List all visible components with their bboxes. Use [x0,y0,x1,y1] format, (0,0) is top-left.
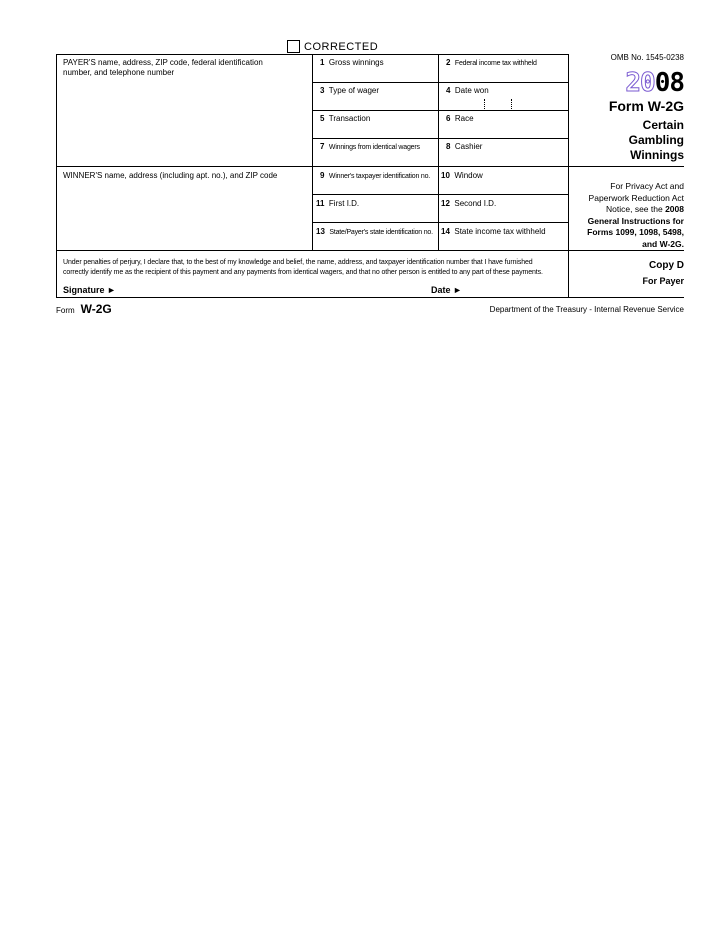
box-3-label: 3 Type of wager [320,86,380,95]
winner-tin-field[interactable] [313,180,437,193]
transaction-field[interactable] [313,124,437,137]
footer-form-id: Form W-2G [56,302,112,316]
privacy-notice: For Privacy Act and Paperwork Reduction Act Notice, see the 2008 General Instructions for Forms 1099, 1098, 5498, and W-2G. [587,181,684,249]
box-12-label: 12 Second I.D. [441,199,497,208]
box-5-label: 5 Transaction [320,114,371,123]
rule-row4 [56,166,684,167]
corrected-checkbox[interactable] [287,40,300,53]
race-field[interactable] [439,124,567,137]
winner-label: WINNER'S name, address (including apt. no.), and ZIP code [63,171,278,180]
perjury-statement: Under penalties of perjury, I declare that, to the best of my knowledge and belief, the name, address, and taxpayer identification number that I have furnished correctly identify me as the recipient of this payment and any payments from identical wagers, and that no other person is entitled to any part of these payments. [63,259,543,276]
state-id-field[interactable] [313,236,437,249]
box-7-label: 7 Winnings from identical wagers [320,142,420,151]
box-8-label: 8 Cashier [446,142,483,151]
box-10-label: 10 Window [441,171,483,180]
second-id-field[interactable] [439,208,567,221]
payer-label-1: PAYER'S name, address, ZIP code, federal identification [63,58,263,67]
omb-number: OMB No. 1545-0238 [610,53,684,62]
rule-row3 [312,138,568,139]
rule-row2 [312,110,568,111]
box-14-label: 14 State income tax withheld [441,227,546,236]
type-of-wager-field[interactable] [313,96,437,109]
first-id-field[interactable] [313,208,437,221]
rule-row5 [312,194,568,195]
rule-row7 [56,250,684,251]
rule-row1 [312,82,568,83]
federal-tax-withheld-field[interactable] [439,68,567,81]
form-name: Form W-2G [608,98,684,114]
box-4-label: 4 Date won [446,86,489,95]
form-title: Certain Gambling Winnings [628,118,684,162]
copy-label: Copy D [649,260,684,271]
payer-label-2: number, and telephone number [63,68,175,77]
rule-bottom [56,297,684,298]
date-won-field[interactable] [439,96,567,109]
signature-label: Signature ► [63,285,116,295]
signature-date-field[interactable] [470,283,566,296]
winner-field[interactable] [57,182,311,249]
box-1-label: 1 Gross winnings [320,58,384,67]
tax-year: 2008 [625,68,684,98]
rule-row6 [312,222,568,223]
date-label: Date ► [431,285,462,295]
corrected-label: CORRECTED [304,41,379,53]
box-9-label: 9 Winner's taxpayer identification no. [320,171,431,180]
state-tax-withheld-field[interactable] [439,236,567,249]
box-11-label: 11 First I.D. [316,199,360,208]
identical-wagers-field[interactable] [313,152,437,165]
box-6-label: 6 Race [446,114,474,123]
box-2-label: 2 Federal income tax withheld [446,58,537,67]
payer-field[interactable] [57,80,311,165]
department-label: Department of the Treasury - Internal Revenue Service [489,305,684,314]
gross-winnings-field[interactable] [313,68,437,81]
cashier-field[interactable] [439,152,567,165]
window-field[interactable] [439,180,567,193]
copy-recipient: For Payer [642,276,684,286]
box-13-label: 13 State/Payer's state identification no. [316,227,433,236]
signature-field[interactable] [130,283,420,296]
